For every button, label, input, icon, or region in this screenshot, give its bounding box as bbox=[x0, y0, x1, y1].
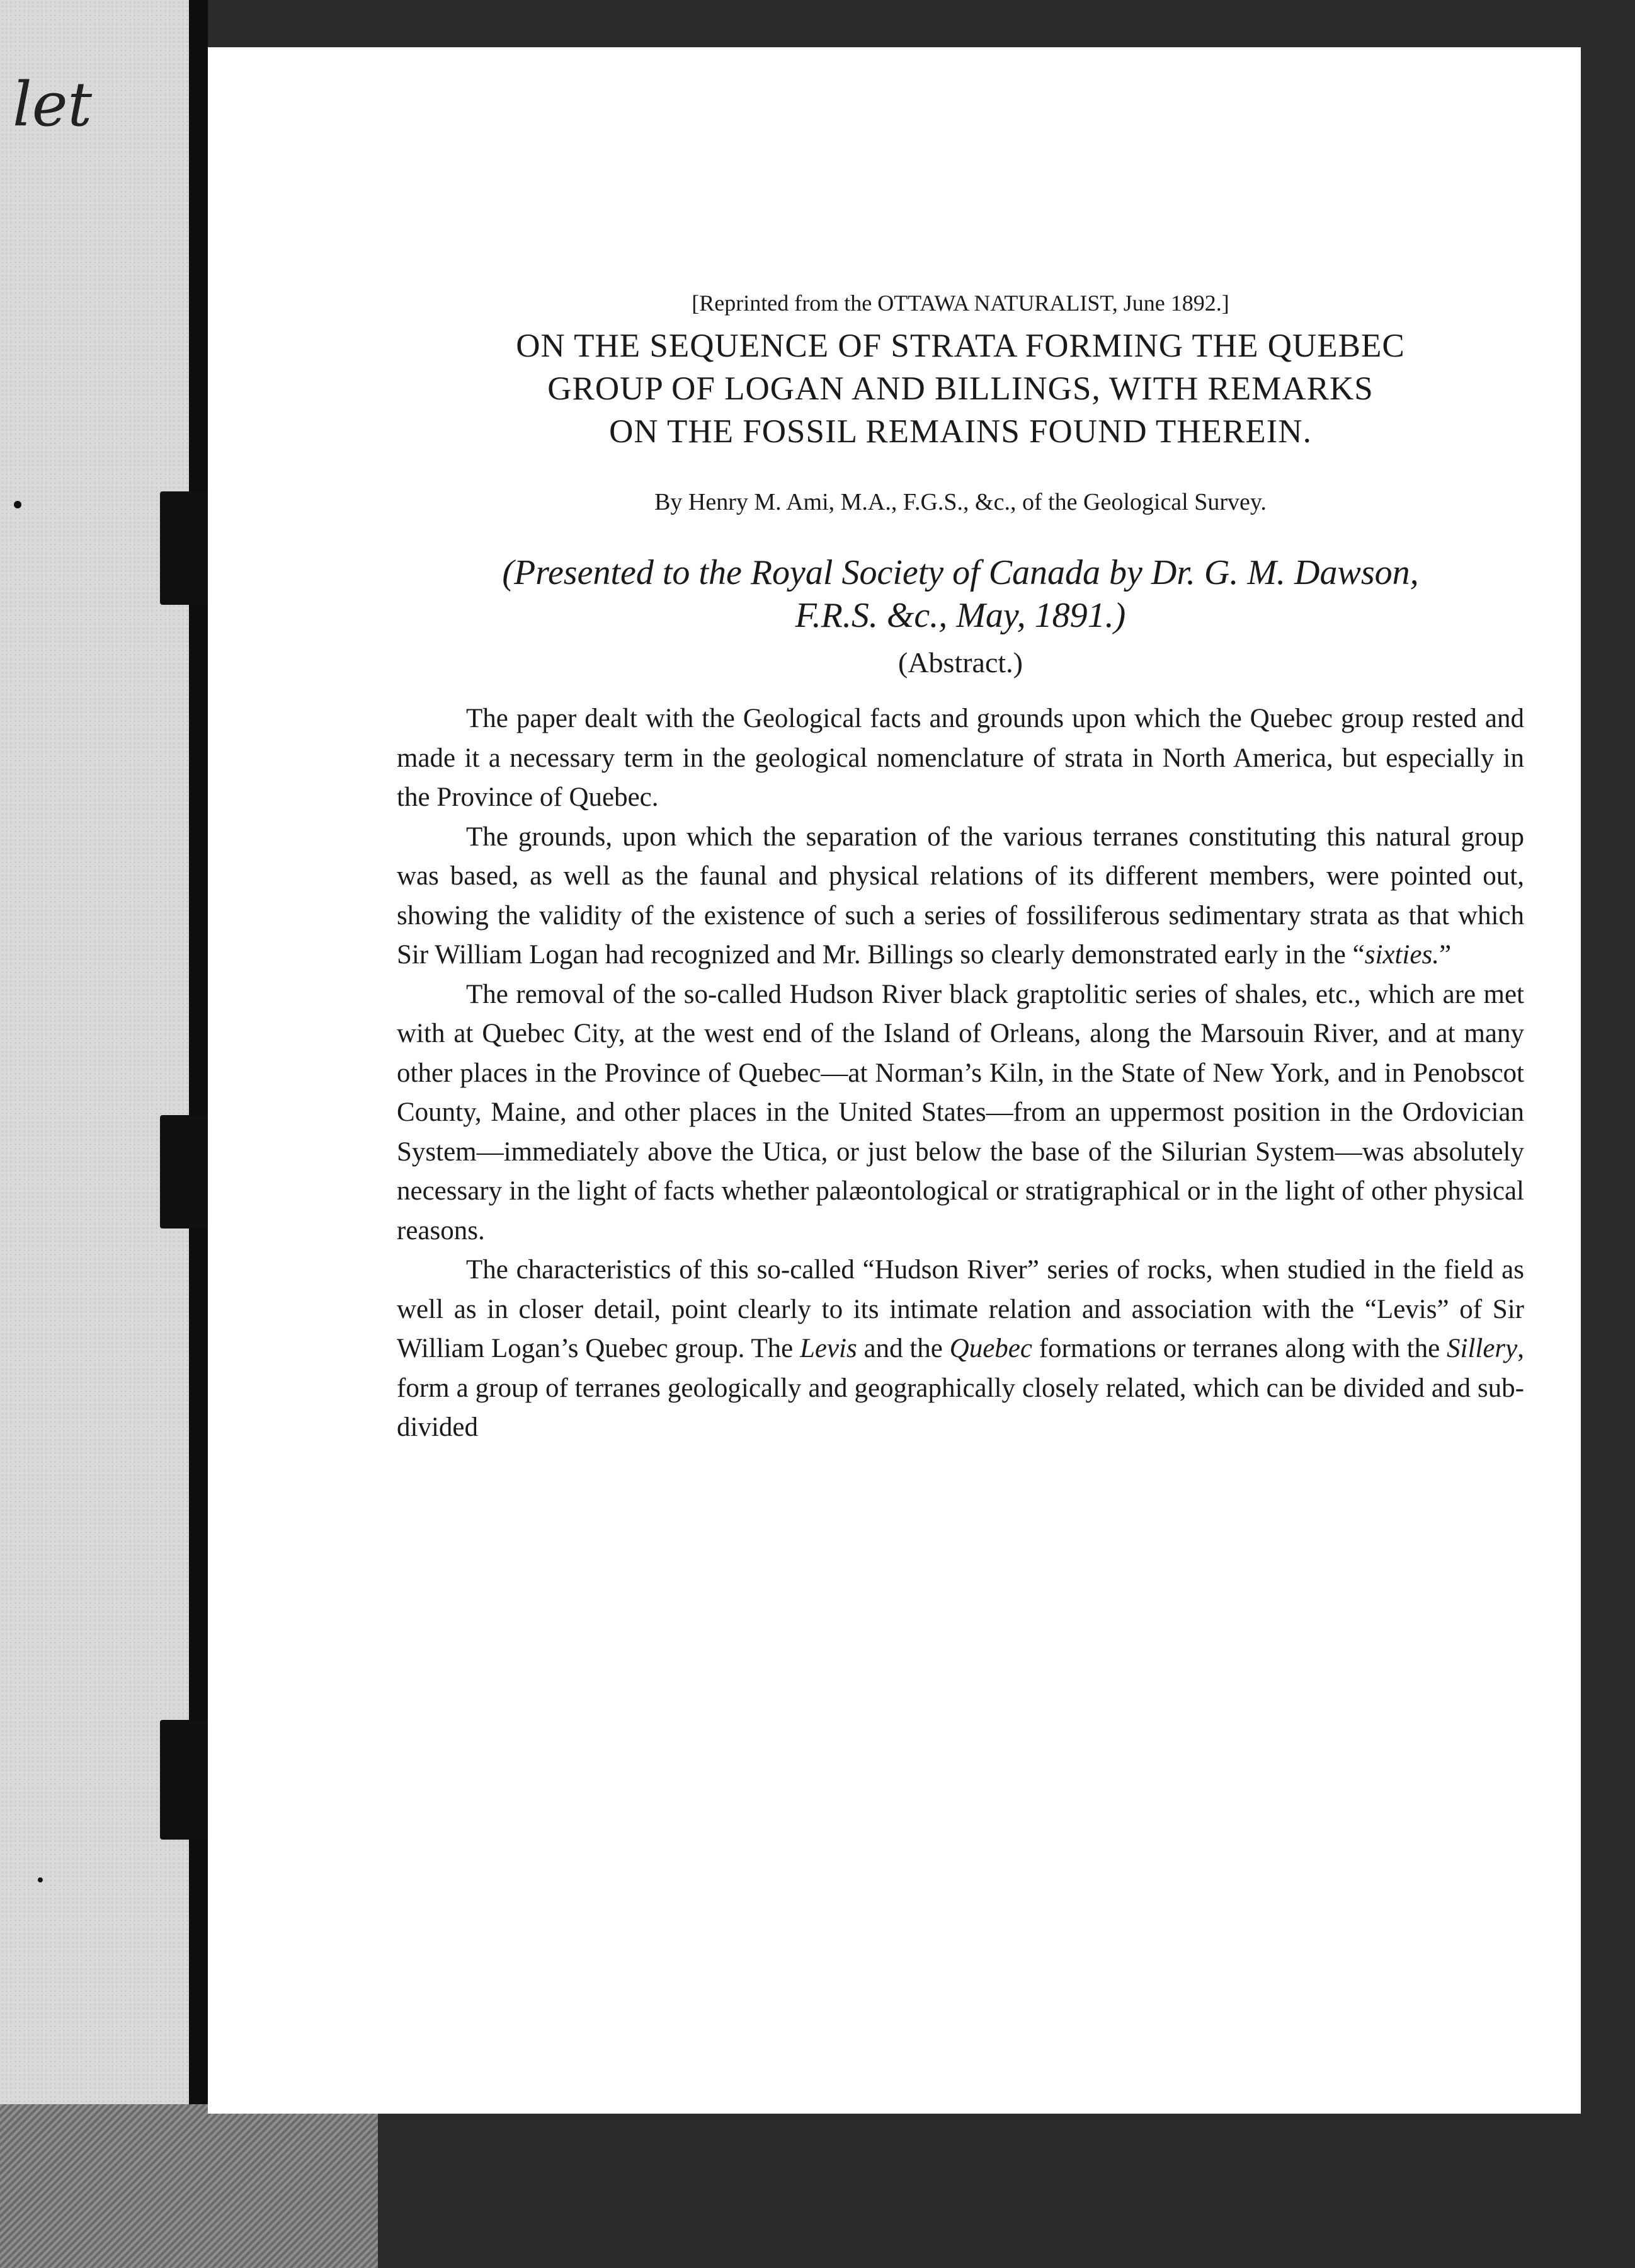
presented-line: (Presented to the Royal Society of Canada by Dr. G. M. Dawson, bbox=[502, 553, 1419, 592]
paragraph-text: The characteristics of this so-called “Hudson River” series of rocks, when studied in the field as well as in closer detail, point clearly to its intimate relation and association with the “Levis” of Sir William Logan’s Quebec group. The bbox=[397, 1255, 1524, 1363]
italic-text: Quebec bbox=[949, 1334, 1032, 1363]
abstract-text bbox=[397, 699, 1524, 1448]
italic-text: sixties. bbox=[1364, 940, 1439, 970]
presented-line: F.R.S. &c., May, 1891.) bbox=[795, 596, 1126, 635]
italic-text: Levis bbox=[799, 1334, 857, 1363]
italic-text: Sillery bbox=[1447, 1334, 1518, 1363]
article-title bbox=[397, 324, 1524, 453]
byline: By Henry M. Ami, M.A., F.G.S., &c., of the Geological Survey. bbox=[654, 489, 1267, 515]
paragraph-text: formations or terranes along with the bbox=[1032, 1334, 1447, 1363]
cover-speck bbox=[14, 501, 21, 508]
abstract-heading: (Abstract.) bbox=[898, 646, 1023, 679]
title-line: ON THE FOSSIL REMAINS FOUND THEREIN. bbox=[609, 413, 1312, 450]
paragraph-text: ” bbox=[1438, 940, 1452, 970]
cover-cloth bbox=[0, 2104, 378, 2268]
presented-note bbox=[397, 551, 1524, 637]
paragraph-text: and the bbox=[857, 1334, 950, 1363]
paragraph: The paper dealt with the Geological facts and grounds upon which the Quebec group rested and made it a necessary term in the geological nomenclature of strata in North America, but especially in the Province of Quebec. bbox=[397, 704, 1524, 812]
paragraph-text: , form a group of terranes geologically and geographically closely related, which can be divided and sub-divided bbox=[397, 1334, 1524, 1442]
page bbox=[208, 47, 1581, 2114]
paragraph bbox=[397, 1251, 1524, 1448]
paragraph-text: The grounds, upon which the separation of the various terranes constituting this natural group was based, as well as the faunal and physical relations of its different members, were pointed out, showing the validity of the existence of such a series of fossiliferous sedimentary strata as that which Sir William Logan had recognized and Mr. Billings so clearly demonstrated early in the “ bbox=[397, 822, 1524, 970]
paragraph bbox=[397, 818, 1524, 975]
cover-speck bbox=[38, 1877, 43, 1882]
cover-handwriting: let bbox=[13, 69, 93, 140]
paragraph: The removal of the so-called Hudson River black graptolitic series of shales, etc., which are met with at Quebec City, at the west end of the Island of Orleans, along the Marsouin River, and at many other places in the Province of Quebec—at Norman’s Kiln, in the State of New York, and in Penobscot County, Maine, and other places in the United States—from an uppermost position in the Ordovician System—immediately above the Utica, or just below the base of the Silurian System—was absolutely necessary in the light of facts whether palæontological or stratigraphical or in the light of other physical reasons. bbox=[397, 979, 1524, 1246]
title-line: GROUP OF LOGAN AND BILLINGS, WITH REMARKS bbox=[547, 370, 1374, 407]
reprint-note: [Reprinted from the OTTAWA NATURALIST, June 1892.] bbox=[692, 290, 1229, 316]
title-line: ON THE SEQUENCE OF STRATA FORMING THE QUEBEC bbox=[516, 328, 1405, 364]
